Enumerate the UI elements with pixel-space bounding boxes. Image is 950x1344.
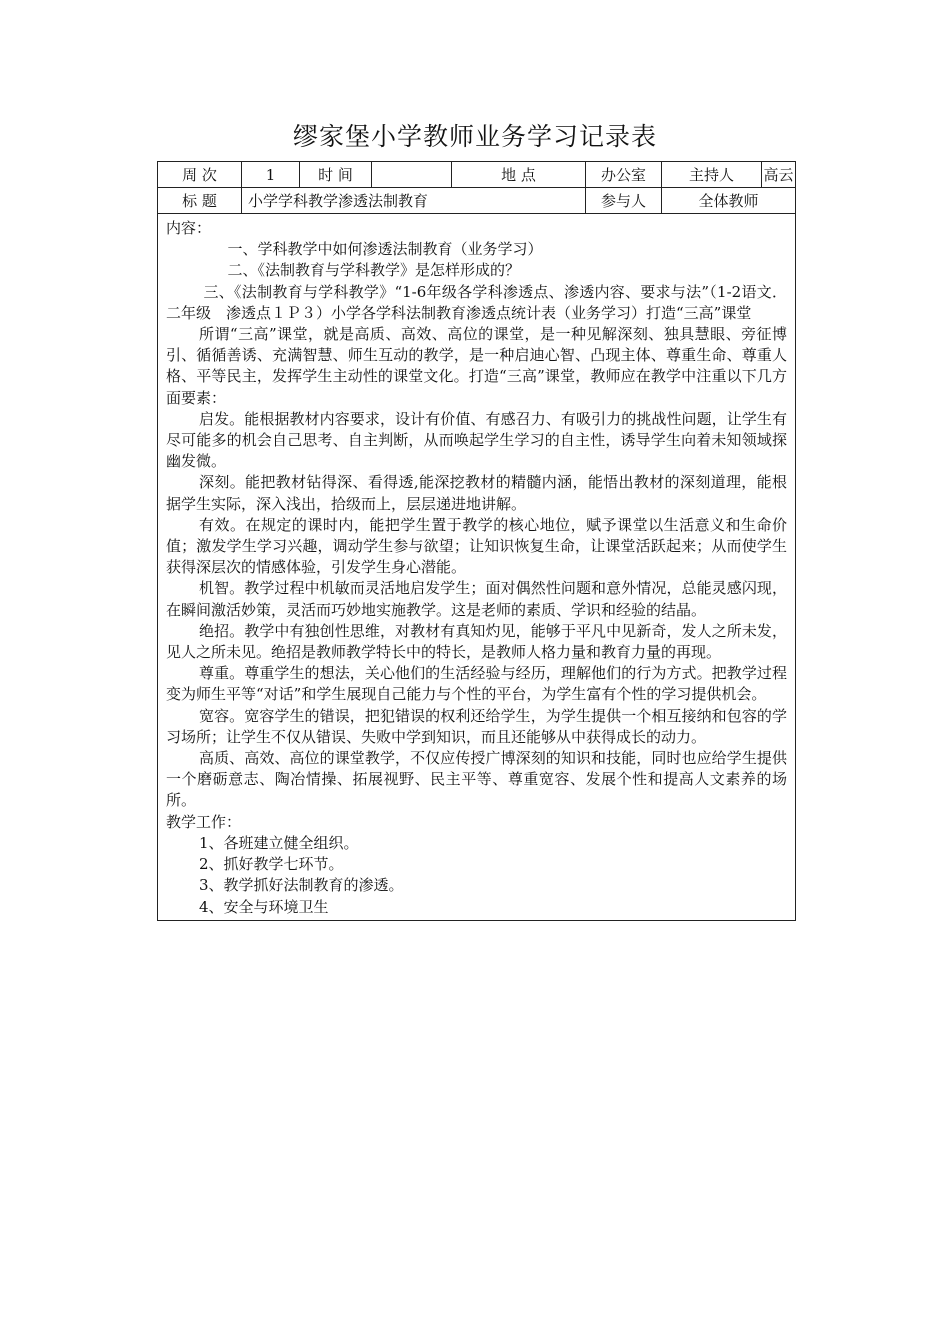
work-item-2: 2、抓好教学七环节。 — [199, 855, 344, 874]
host-label: 主持人 — [662, 162, 762, 188]
topic-value: 小学学科教学渗透法制教育 — [242, 188, 586, 214]
paragraph-tolerance: 宽容。宽容学生的错误，把犯错误的权利还给学生，为学生提供一个相互接纳和包容的学习场所；让学生不仅从错误、失败中学到知识，而且还能够从中获得成长的动力。 — [166, 706, 787, 746]
week-label: 周 次 — [158, 162, 242, 188]
paragraph-summary: 高质、高效、高位的课堂教学，不仅应传授广博深刻的知识和技能，同时也应给学生提供一个磨砺意志、陶冶情操、拓展视野、民主平等、尊重宽容、发展个性和提高人文素养的场所。 — [166, 749, 787, 810]
record-table — [157, 161, 796, 921]
content-item-1: 一、学科教学中如何渗透法制教育（业务学习） — [227, 240, 543, 259]
paragraph-respect: 尊重。尊重学生的想法，关心他们的生活经验与经历，理解他们的行为方式。把教学过程变为师生平等“对话”和学生展现自己能力与个性的平台，为学生富有个性的学习提供机会。 — [166, 664, 787, 704]
week-value: 1 — [242, 162, 300, 188]
content-cell — [158, 214, 796, 921]
work-item-3: 3、教学抓好法制教育的渗透。 — [199, 876, 404, 895]
paragraph-unique-skill: 绝招。教学中有独创性思维，对教材有真知灼见，能够于平凡中见新奇，发人之所未发，见人之所未见。绝招是教师教学特长中的特长，是教师人格力量和教育力量的再现。 — [166, 621, 787, 662]
content-item-3: 三、《法制教育与学科教学》“1-6年级各学科渗透点、渗透内容、要求与法”（1-2语文．二年级 渗透点１Ｐ３）小学各学科法制教育渗透点统计表（业务学习）打造“三高”课堂 — [166, 282, 787, 322]
content-row — [158, 214, 796, 921]
paragraph-wit: 机智。教学过程中机敏而灵活地启发学生；面对偶然性问题和意外情况，总能灵感闪现，在瞬间激活妙策，灵活而巧妙地实施教学。这是老师的素质、学识和经验的结晶。 — [166, 579, 787, 619]
participants-label: 参与人 — [586, 188, 662, 214]
time-value — [372, 162, 452, 188]
content-heading: 内容： — [166, 219, 212, 237]
time-label: 时 间 — [300, 162, 372, 188]
work-item-1: 1、各班建立健全组织。 — [199, 833, 359, 852]
content-item-2: 二、《法制教育与学科教学》是怎样形成的？ — [227, 261, 521, 280]
place-value: 办公室 — [586, 162, 662, 188]
paragraph-inspire: 启发。能根据教材内容要求，设计有价值、有感召力、有吸引力的挑战性问题，让学生有尽可能多的机会自己思考、自主判断，从而唤起学生学习的自主性，诱导学生向着未知领域探幽发微。 — [166, 409, 787, 471]
paragraph-effective: 有效。在规定的课时内，能把学生置于教学的核心地位，赋予课堂以生活意义和生命价值；激发学生学习兴趣，调动学生参与欲望；让知识恢复生命，让课堂活跃起来；从而使学生获得深层次的情感体验，引发学生身心潜能。 — [166, 515, 787, 577]
header-row-1 — [158, 162, 796, 188]
topic-label: 标 题 — [158, 188, 242, 214]
participants-value: 全体教师 — [662, 188, 796, 214]
place-label: 地 点 — [452, 162, 586, 188]
work-heading: 教学工作： — [166, 812, 242, 831]
host-value: 高云 — [762, 162, 796, 188]
page-title: 缪家堡小学教师业务学习记录表 — [292, 122, 657, 151]
header-row-2 — [158, 188, 796, 214]
paragraph-depth: 深刻。能把教材钻得深、看得透,能深挖教材的精髓内涵，能悟出教材的深刻道理，能根据学生实际，深入浅出，拾级而上，层层递进地讲解。 — [166, 473, 787, 513]
paragraph-intro: 所谓“三高”课堂，就是高质、高效、高位的课堂，是一种见解深刻、独具慧眼、旁征博引、循循善诱、充满智慧、师生互动的教学，是一种启迪心智、凸现主体、尊重生命、尊重人格、平等民主，发挥学生主动性的课堂文化。打造“三高”课堂，教师应在教学中注重以下几方面要素： — [166, 325, 787, 407]
work-item-4: 4、安全与环境卫生 — [199, 897, 329, 916]
